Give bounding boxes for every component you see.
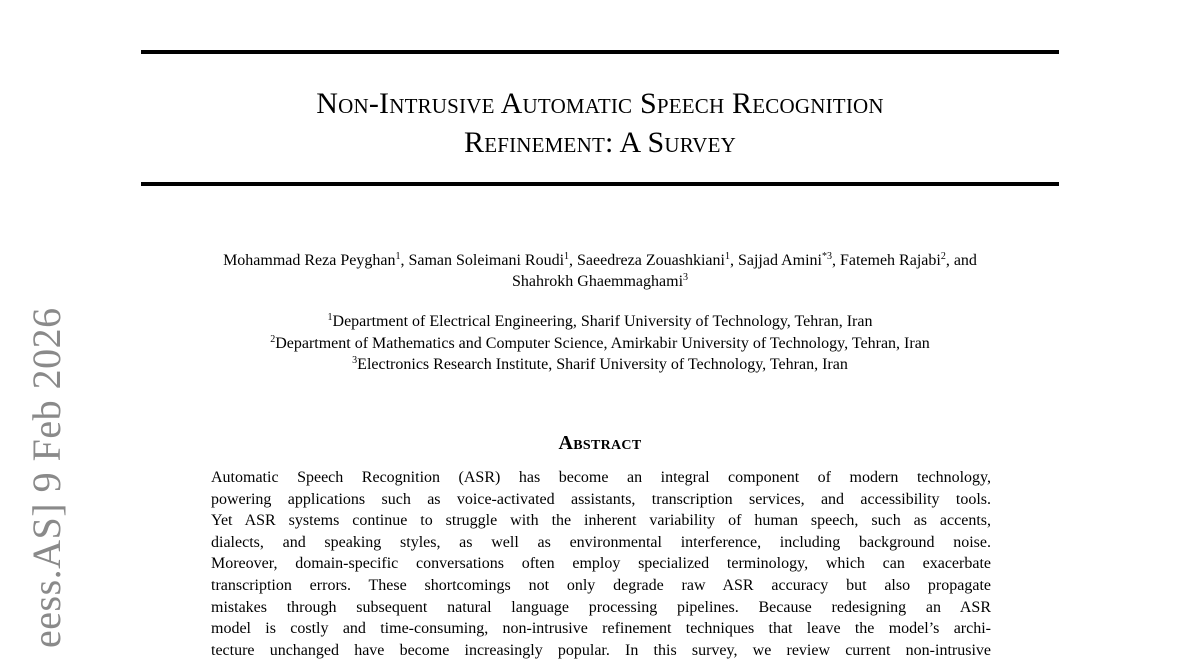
author-name: Sajjad Amini xyxy=(737,252,822,269)
author-affiliation-mark: *3 xyxy=(821,251,832,262)
author-affiliation-mark: 3 xyxy=(683,272,689,283)
abstract-line: dialects, and speaking styles, as well as environmental interference, including background noise. xyxy=(211,533,991,551)
affiliation-text: Electronics Research Institute, Sharif University of Technology, Tehran, Iran xyxy=(357,356,848,373)
affiliation-mark: 2 xyxy=(270,333,276,345)
title-line-2: Refinement: A Survey xyxy=(463,126,737,159)
abstract-line: powering applications such as voice-activated assistants, transcription services, and accessibility tools. xyxy=(211,490,991,508)
author-affiliation-mark: 1 xyxy=(724,251,730,262)
author-separator: , xyxy=(400,252,409,269)
author-affiliation-mark: 2 xyxy=(940,251,946,262)
affiliation-text: Department of Mathematics and Computer Science, Amirkabir University of Technology, Tehran, Iran xyxy=(275,334,930,352)
title-top-rule xyxy=(141,50,1059,54)
author-name: Saman Soleimani Roudi xyxy=(408,252,565,269)
abstract-body xyxy=(211,467,991,661)
abstract-line: mistakes through subsequent natural language processing pipelines. Because redesigning an ASR xyxy=(211,598,991,616)
affiliation-mark: 3 xyxy=(352,355,358,366)
abstract-line: model is costly and time-consuming, non-intrusive refinement techniques that leave the model’s archi- xyxy=(211,620,991,638)
author-list xyxy=(130,250,1070,292)
affiliation-mark: 1 xyxy=(327,312,333,323)
title-bottom-rule xyxy=(141,182,1059,186)
author-separator: , xyxy=(569,252,578,269)
author-affiliation-mark: 1 xyxy=(395,251,401,262)
paper-title xyxy=(141,84,1059,162)
author-affiliation-mark: 1 xyxy=(564,251,570,262)
author-separator: , xyxy=(729,252,738,269)
arxiv-identifier-stamp: eess.AS] 9 Feb 2026 xyxy=(24,307,69,648)
affiliation-item xyxy=(130,354,1070,376)
abstract-heading: Abstract xyxy=(558,432,642,454)
affiliation-text: Department of Electrical Engineering, Sharif University of Technology, Tehran, Iran xyxy=(332,313,873,330)
abstract-line: Yet ASR systems continue to struggle with the inherent variability of human speech, such as accents, xyxy=(211,512,991,530)
author-name: Saeedreza Zouashkiani xyxy=(577,252,725,269)
author-name: Shahrokh Ghaemmaghami xyxy=(511,273,684,290)
abstract-line: Moreover, domain-specific conversations often employ specialized terminology, which can exacerbate xyxy=(211,555,991,573)
abstract-line: tecture unchanged have become increasingly popular. In this survey, we review current non-intrusive xyxy=(211,641,991,659)
author-separator: , xyxy=(831,252,840,269)
affiliation-list xyxy=(130,311,1070,376)
title-line-1: Non-Intrusive Automatic Speech Recognition xyxy=(316,87,884,120)
author-name: Fatemeh Rajabi xyxy=(839,252,941,269)
affiliation-item xyxy=(130,311,1070,333)
abstract-line: Automatic Speech Recognition (ASR) has become an integral component of modern technology, xyxy=(211,469,991,486)
author-name: Mohammad Reza Peyghan xyxy=(223,252,396,269)
affiliation-item xyxy=(130,333,1070,355)
abstract-line: transcription errors. These shortcomings not only degrade raw ASR accuracy but also propagate xyxy=(211,576,991,594)
author-and: , and xyxy=(945,252,977,269)
